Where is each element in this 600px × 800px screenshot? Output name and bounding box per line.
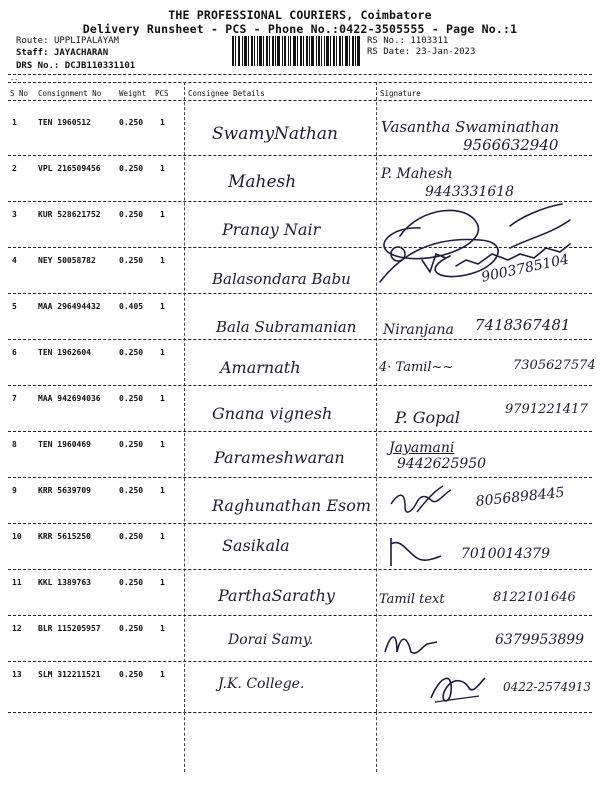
row-signature [375,668,595,710]
row-pcs: 1 [160,532,165,541]
row-sno: 12 [12,624,22,633]
row-consignee-handwritten: Sasikala [222,536,290,555]
row-sno: 2 [12,164,17,173]
row-weight: 0.250 [119,256,144,265]
row-consignee-handwritten: J.K. College. [218,676,305,692]
signature-name: Tamil text [379,592,445,607]
table-row [0,388,600,433]
row-divider [8,523,592,524]
row-consignment-no: SLM 312211521 [38,670,101,679]
table-row [0,250,600,295]
signature-phone: 9791221417 [505,402,588,417]
row-consignment-no: KKL 1389763 [38,578,91,587]
row-pcs: 1 [160,118,165,127]
signature-phone: 8122101646 [493,590,576,605]
row-consignment-no: VPL 216509456 [38,164,101,173]
row-consignment-no: NEY 50058782 [38,256,96,265]
signature-phone: 9442625950 [397,456,487,472]
row-consignment-no: TEN 1960512 [38,118,91,127]
row-divider [8,615,592,616]
row-divider [8,293,592,294]
row-sno: 9 [12,486,17,495]
signature-phone: 9443331618 [425,184,515,200]
row-pcs: 1 [160,578,165,587]
row-signature [375,576,595,618]
row-consignee-handwritten: Raghunathan Esom [212,496,372,515]
row-signature [375,438,595,480]
row-consignment-no: TEN 1960469 [38,440,91,449]
row-weight: 0.250 [119,164,144,173]
row-pcs: 1 [160,256,165,265]
row-consignment-no: BLR 115205957 [38,624,101,633]
row-divider [8,661,592,662]
rs-date-value: 23-Jan-2023 [415,47,476,57]
row-divider [8,431,592,432]
row-pcs: 1 [160,164,165,173]
document-subtitle: Delivery Runsheet - PCS - Phone No.:0422-3505555 - Page No.:1 [82,22,518,36]
row-consignee-handwritten: Bala Subramanian [216,318,357,336]
dash-mark: -- [10,76,19,84]
row-divider [8,155,592,156]
signature-phone: 8056898445 [475,484,566,510]
row-weight: 0.250 [119,348,144,357]
row-sno: 13 [12,670,22,679]
row-weight: 0.250 [119,118,144,127]
row-weight: 0.405 [119,302,144,311]
rs-no-line [367,36,448,47]
signature-phone: 6379953899 [495,632,585,648]
barcode-image [232,36,360,66]
row-sno: 1 [12,118,17,127]
drs-value: DCJB110331101 [64,61,136,71]
signature-phone: 7418367481 [475,316,571,334]
table-row [0,664,600,709]
row-signature [375,392,595,434]
row-signature [375,251,595,296]
route-label: Route: [16,36,49,46]
row-sno: 4 [12,256,17,265]
table-row [0,618,600,663]
signature-name: Vasantha Swaminathan [381,118,560,136]
column-separator [376,712,377,772]
row-pcs: 1 [160,348,165,357]
row-consignment-no: KUR 528621752 [38,210,101,219]
signature-phone: 7305627574 [513,358,596,373]
document-title: THE PROFESSIONAL COURIERS, Coimbatore [168,8,432,22]
column-header-signature: Signature [380,89,421,98]
row-consignee-handwritten: Dorai Samy. [228,632,314,648]
row-consignee-handwritten: Parameshwaran [214,448,345,467]
row-weight: 0.250 [119,486,144,495]
table-row [0,296,600,341]
column-header-pcs: PCS [155,89,169,98]
signature-name: Niranjana [383,322,454,338]
route-line [16,36,119,47]
row-consignment-no: TEN 1962604 [38,348,91,357]
header-divider [8,82,592,83]
row-sno: 3 [12,210,17,219]
row-consignment-no: KRR 5639709 [38,486,91,495]
signature-phone: 0422-2574913 [503,680,592,694]
column-header-weight: Weight [119,89,147,98]
row-consignment-no: MAA 296494432 [38,302,101,311]
row-signature [375,300,595,342]
row-weight: 0.250 [119,394,144,403]
row-signature [375,622,595,664]
row-sno: 5 [12,302,17,311]
row-weight: 0.250 [119,440,144,449]
rs-date-label: RS Date: [367,47,411,57]
signature-name: P. Mahesh [381,166,453,182]
signature-phone: 9566632940 [463,136,559,154]
signature-tamil-scribble: 4· Tamil~~ [379,360,454,375]
signature-name: P. Gopal [395,408,461,427]
route-value: UPPLIPALAYAM [53,36,119,46]
table-row [0,572,600,617]
row-pcs: 1 [160,624,165,633]
row-pcs: 1 [160,486,165,495]
staff-label: Staff: [16,48,49,58]
row-pcs: 1 [160,394,165,403]
row-divider [8,477,592,478]
row-pcs: 1 [160,670,165,679]
drs-line [16,61,135,72]
staff-line [16,48,108,59]
rs-date-line [367,47,475,58]
column-header-consignment: Consignment No [38,89,102,98]
signature-scribble-image [381,626,441,662]
signature-scribble-image [425,668,495,710]
drs-label: DRS No.: [16,61,60,71]
column-header-divider [8,100,592,101]
signature-name: Jayamani [389,440,455,456]
signature-scribble-image [385,534,445,570]
row-signature [375,116,595,158]
row-divider [8,569,592,570]
row-consignee-handwritten: SwamyNathan [212,124,338,144]
row-consignee-handwritten: Balasondara Babu [212,270,351,288]
row-consignee-handwritten: Pranay Nair [222,220,321,239]
table-row [0,526,600,571]
row-signature [375,346,595,388]
row-sno: 6 [12,348,17,357]
row-consignee-handwritten: Amarnath [220,358,301,377]
row-consignment-no: MAA 942694036 [38,394,101,403]
row-sno: 11 [12,578,22,587]
row-signature [375,530,595,572]
row-divider [8,339,592,340]
row-consignee-handwritten: ParthaSarathy [218,586,335,605]
row-pcs: 1 [160,302,165,311]
signature-phone: 9003785104 [480,251,571,286]
rs-no-label: RS No.: [367,36,405,46]
row-consignment-no: KRR 5615250 [38,532,91,541]
column-separator [184,712,185,772]
row-pcs: 1 [160,210,165,219]
staff-value: JAYACHARAN [53,48,109,58]
row-sno: 10 [12,532,22,541]
row-divider [8,712,592,713]
row-weight: 0.250 [119,532,144,541]
rs-no-value: 1103311 [410,36,449,46]
row-signature [375,484,595,526]
row-weight: 0.250 [119,624,144,633]
row-consignee-handwritten: Mahesh [228,172,297,192]
row-weight: 0.250 [119,578,144,587]
row-consignee-handwritten: Gnana vignesh [212,404,333,423]
row-divider [8,385,592,386]
row-sno: 7 [12,394,17,403]
column-header-sno: S No [10,89,29,98]
signature-scribble-image [387,484,457,520]
table-row [0,112,600,157]
row-pcs: 1 [160,440,165,449]
signature-phone: 7010014379 [461,546,551,562]
table-row [0,480,600,525]
column-header-consignee: Consignee Details [188,89,265,98]
row-sno: 8 [12,440,17,449]
table-row [0,434,600,479]
row-weight: 0.250 [119,210,144,219]
table-row [0,342,600,387]
row-weight: 0.250 [119,670,144,679]
header-divider [8,74,592,75]
